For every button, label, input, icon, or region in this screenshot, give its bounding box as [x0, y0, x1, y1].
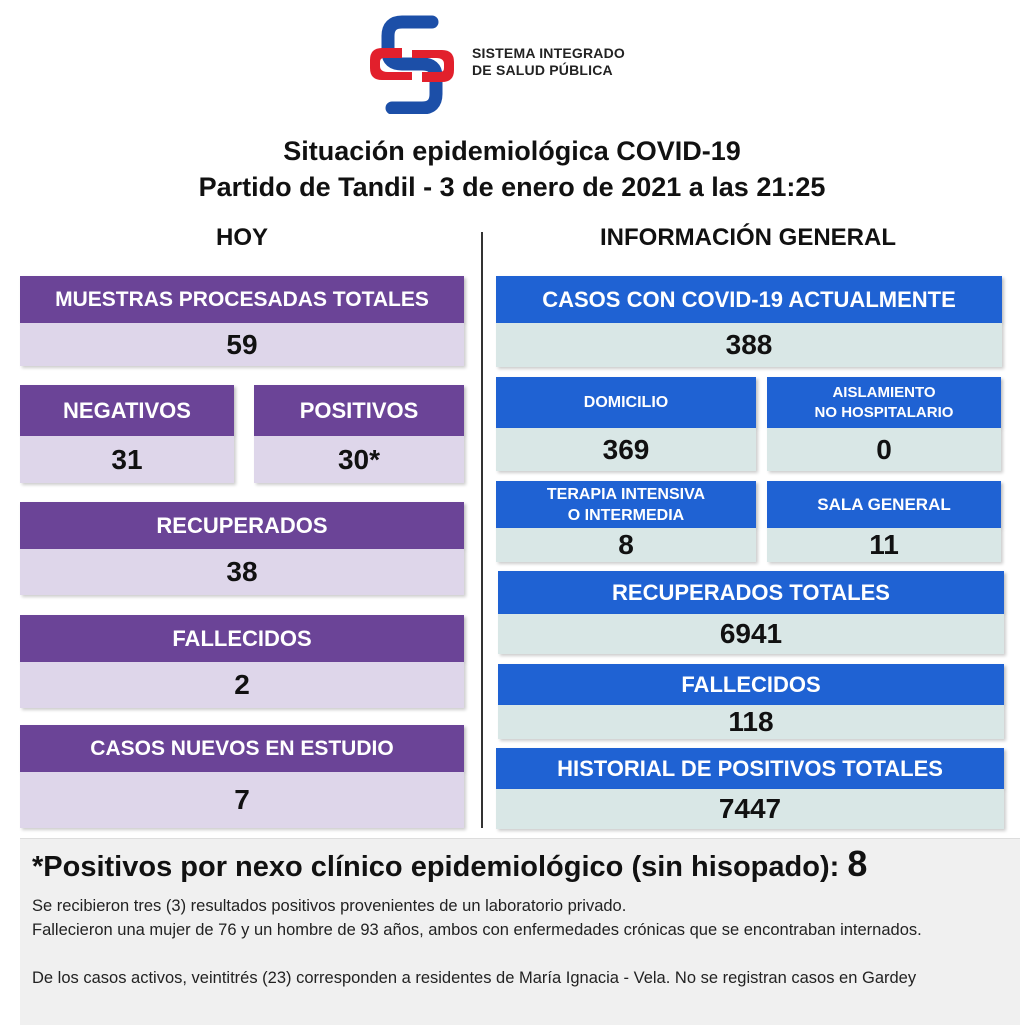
fallecidos-hoy-value: 2 [20, 662, 464, 708]
positivos-value: 30* [254, 436, 464, 483]
terapia-value: 8 [496, 528, 756, 562]
fallecidos-totales-value: 118 [498, 705, 1004, 739]
terapia-label [496, 481, 756, 528]
muestras-value: 59 [20, 323, 464, 366]
note-line-3: De los casos activos, veintitrés (23) corresponden a residentes de María Ignacia - Vela. No se registran casos en Gardey [32, 969, 917, 987]
muestras-label: MUESTRAS PROCESADAS TOTALES [20, 276, 464, 323]
recuperados-hoy-label: RECUPERADOS [20, 502, 464, 549]
nexo-value: 8 [847, 843, 868, 884]
note-line-2: Fallecieron una mujer de 76 y un hombre de 93 años, ambos con enfermedades crónicas que se encontraban internados. [32, 921, 922, 939]
notes-panel [20, 838, 1020, 1025]
note-line-1: Se recibieron tres (3) resultados positivos provenientes de un laboratorio privado. [32, 897, 627, 915]
casos-nuevos-label: CASOS NUEVOS EN ESTUDIO [20, 725, 464, 772]
sala-general-value: 11 [767, 528, 1001, 562]
aislamiento-label-line2: NO HOSPITALARIO [814, 403, 954, 421]
fallecidos-hoy-label: FALLECIDOS [20, 615, 464, 662]
aislamiento-value: 0 [767, 428, 1001, 471]
column-divider [481, 232, 483, 828]
negativos-value: 31 [20, 436, 234, 483]
casos-actuales-label: CASOS CON COVID-19 ACTUALMENTE [496, 276, 1002, 323]
positivos-label: POSITIVOS [254, 385, 464, 436]
domicilio-label: DOMICILIO [496, 377, 756, 428]
org-name [472, 45, 625, 79]
negativos-label: NEGATIVOS [20, 385, 234, 436]
historial-positivos-label: HISTORIAL DE POSITIVOS TOTALES [496, 748, 1004, 789]
casos-actuales-value: 388 [496, 323, 1002, 367]
general-heading: INFORMACIÓN GENERAL [600, 224, 896, 251]
fallecidos-totales-label: FALLECIDOS [498, 664, 1004, 705]
nexo-label: *Positivos por nexo clínico epidemiológico (sin hisopado): [32, 851, 840, 883]
terapia-label-line1: TERAPIA INTENSIVA [546, 485, 706, 503]
nexo-line [32, 843, 867, 885]
recuperados-hoy-value: 38 [20, 549, 464, 595]
sisp-logo [362, 14, 462, 114]
org-name-line2: DE SALUD PÚBLICA [472, 62, 613, 78]
org-name-line1: SISTEMA INTEGRADO [472, 45, 625, 61]
terapia-label-line2: O INTERMEDIA [567, 506, 685, 524]
aislamiento-label [767, 377, 1001, 428]
historial-positivos-value: 7447 [496, 789, 1004, 829]
hoy-heading: HOY [215, 224, 268, 251]
recuperados-totales-label: RECUPERADOS TOTALES [498, 571, 1004, 614]
aislamiento-label-line1: AISLAMIENTO [832, 383, 936, 401]
page-title: Situación epidemiológica COVID-19 [283, 136, 741, 166]
page-subtitle: Partido de Tandil - 3 de enero de 2021 a las 21:25 [198, 172, 826, 202]
casos-nuevos-value: 7 [20, 772, 464, 828]
recuperados-totales-value: 6941 [498, 614, 1004, 654]
domicilio-value: 369 [496, 428, 756, 471]
sala-general-label: SALA GENERAL [767, 481, 1001, 528]
